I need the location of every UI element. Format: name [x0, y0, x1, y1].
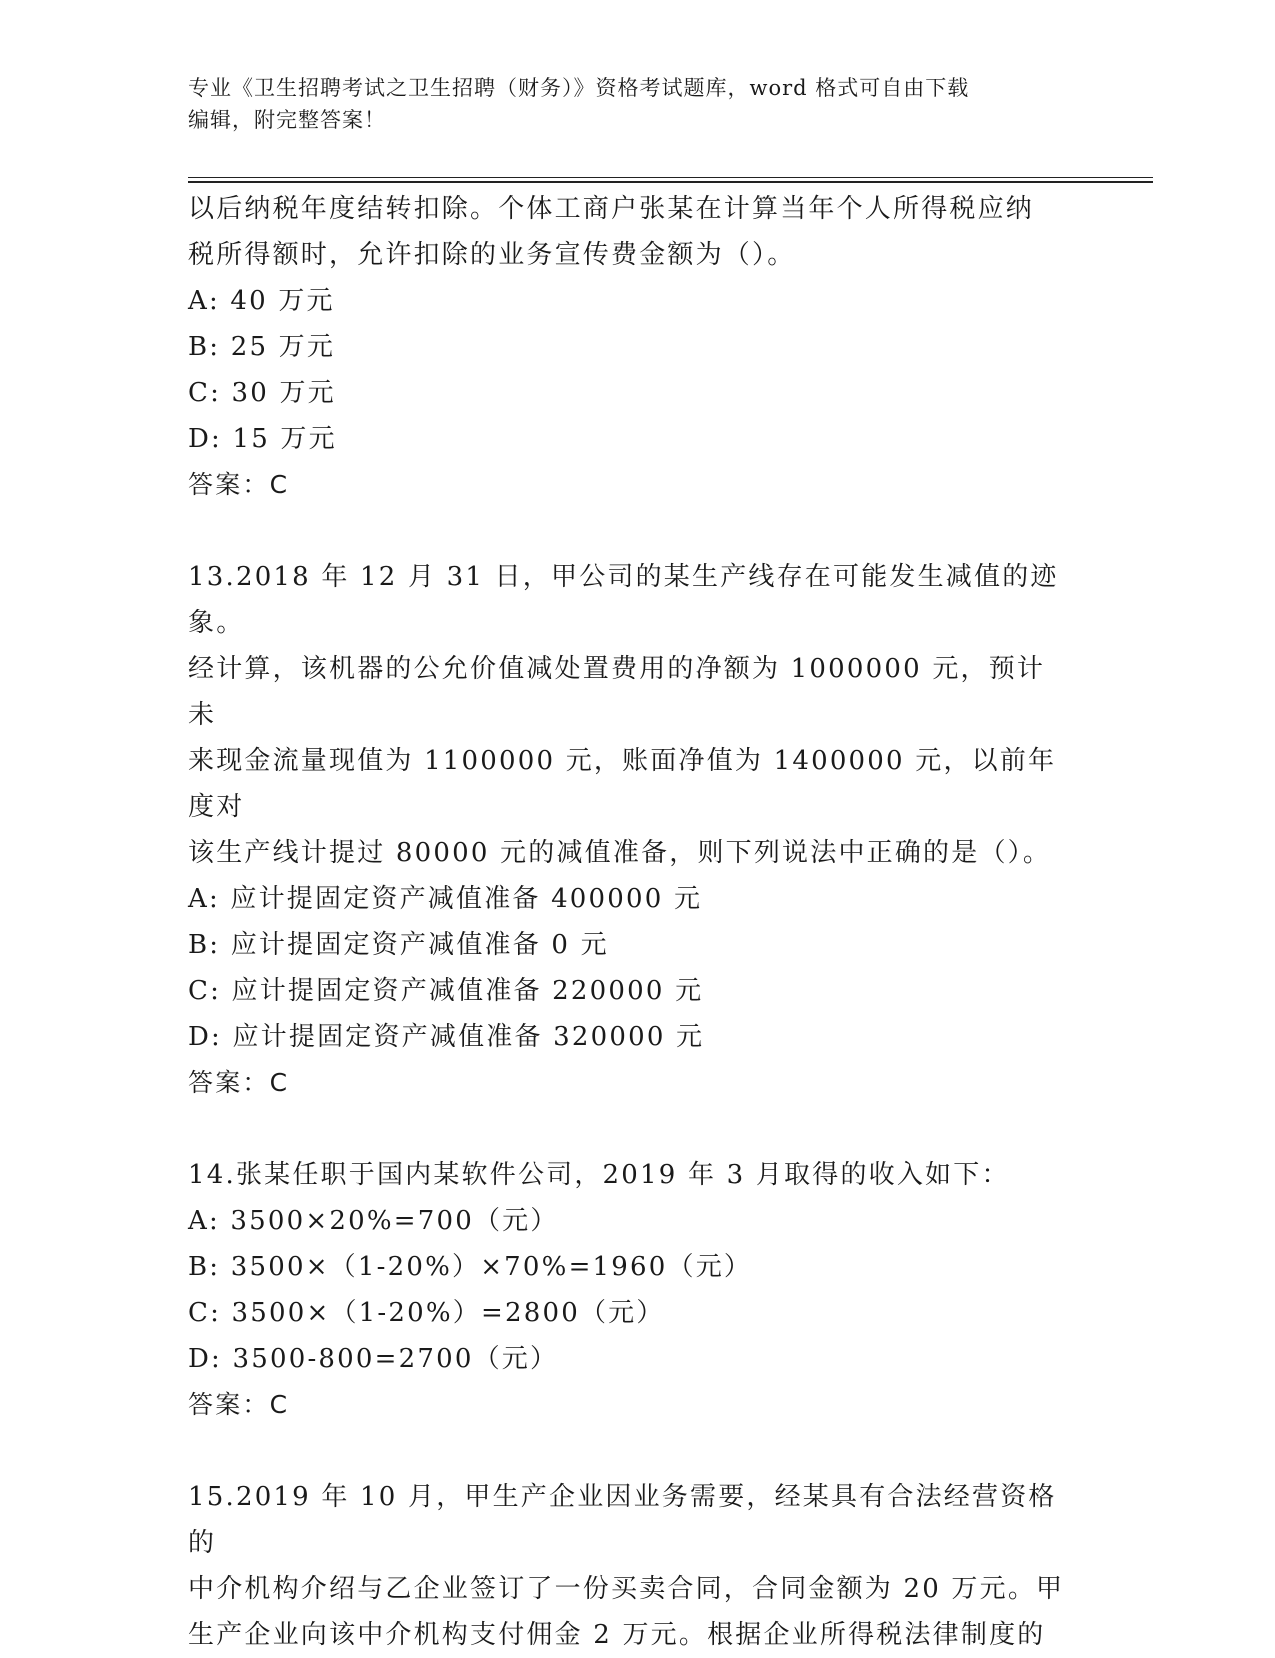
option-a: A: 应计提固定资产减值准备 400000 元 [188, 884, 703, 914]
option-b: B: 3500×（1-20%）×70%=1960（元） [188, 1252, 753, 1282]
question-text-line: 税所得额时，允许扣除的业务宣传费金额为（）。 [188, 240, 796, 270]
option-b: B: 应计提固定资产减值准备 0 元 [188, 930, 609, 960]
document-body [188, 186, 1068, 1658]
page-header [188, 72, 1068, 136]
option-c: C: 30 万元 [188, 378, 336, 408]
question-text-line: 生产企业向该中介机构支付佣金 2 万元。根据企业所得税法律制度的 [188, 1620, 1046, 1650]
option-a: A: 40 万元 [188, 286, 335, 316]
question-text-line: 13.2018 年 12 月 31 日，甲公司的某生产线存在可能发生减值的迹象。 [188, 562, 1059, 638]
question-text-line: 中介机构介绍与乙企业签订了一份买卖合同，合同金额为 20 万元。甲 [188, 1574, 1065, 1604]
header-line-2: 编辑，附完整答案！ [188, 108, 386, 132]
option-d: D: 15 万元 [188, 424, 337, 454]
question-14 [188, 1152, 1068, 1428]
header-divider-thick [188, 181, 1153, 183]
option-a: A: 3500×20%=700（元） [188, 1206, 559, 1236]
header-divider-thin [188, 177, 1153, 178]
answer-label: 答案：C [188, 1068, 290, 1097]
question-text-line: 经计算，该机器的公允价值减处置费用的净额为 1000000 元，预计未 [188, 654, 1046, 730]
option-b: B: 25 万元 [188, 332, 336, 362]
question-text-line: 15.2019 年 10 月，甲生产企业因业务需要，经某具有合法经营资格的 [188, 1482, 1057, 1558]
question-text-line: 来现金流量现值为 1100000 元，账面净值为 1400000 元，以前年度对 [188, 746, 1057, 822]
spacer [188, 1106, 1068, 1152]
spacer [188, 508, 1068, 554]
answer-label: 答案：C [188, 470, 290, 499]
answer-label: 答案：C [188, 1390, 290, 1419]
question-text-line: 14.张某任职于国内某软件公司，2019 年 3 月取得的收入如下： [188, 1160, 1010, 1190]
question-15 [188, 1474, 1068, 1658]
question-text-line: 以后纳税年度结转扣除。个体工商户张某在计算当年个人所得税应纳 [188, 194, 1035, 224]
question-text-line: 该生产线计提过 80000 元的减值准备，则下列说法中正确的是（）。 [188, 838, 1052, 868]
option-d: D: 3500-800=2700（元） [188, 1344, 559, 1374]
option-d: D: 应计提固定资产减值准备 320000 元 [188, 1022, 705, 1052]
spacer [188, 1428, 1068, 1474]
header-line-1: 专业《卫生招聘考试之卫生招聘（财务）》资格考试题库，word 格式可自由下载 [188, 76, 970, 100]
question-13 [188, 554, 1068, 1106]
option-c: C: 应计提固定资产减值准备 220000 元 [188, 976, 704, 1006]
option-c: C: 3500×（1-20%）=2800（元） [188, 1298, 665, 1328]
question-12 [188, 186, 1068, 508]
